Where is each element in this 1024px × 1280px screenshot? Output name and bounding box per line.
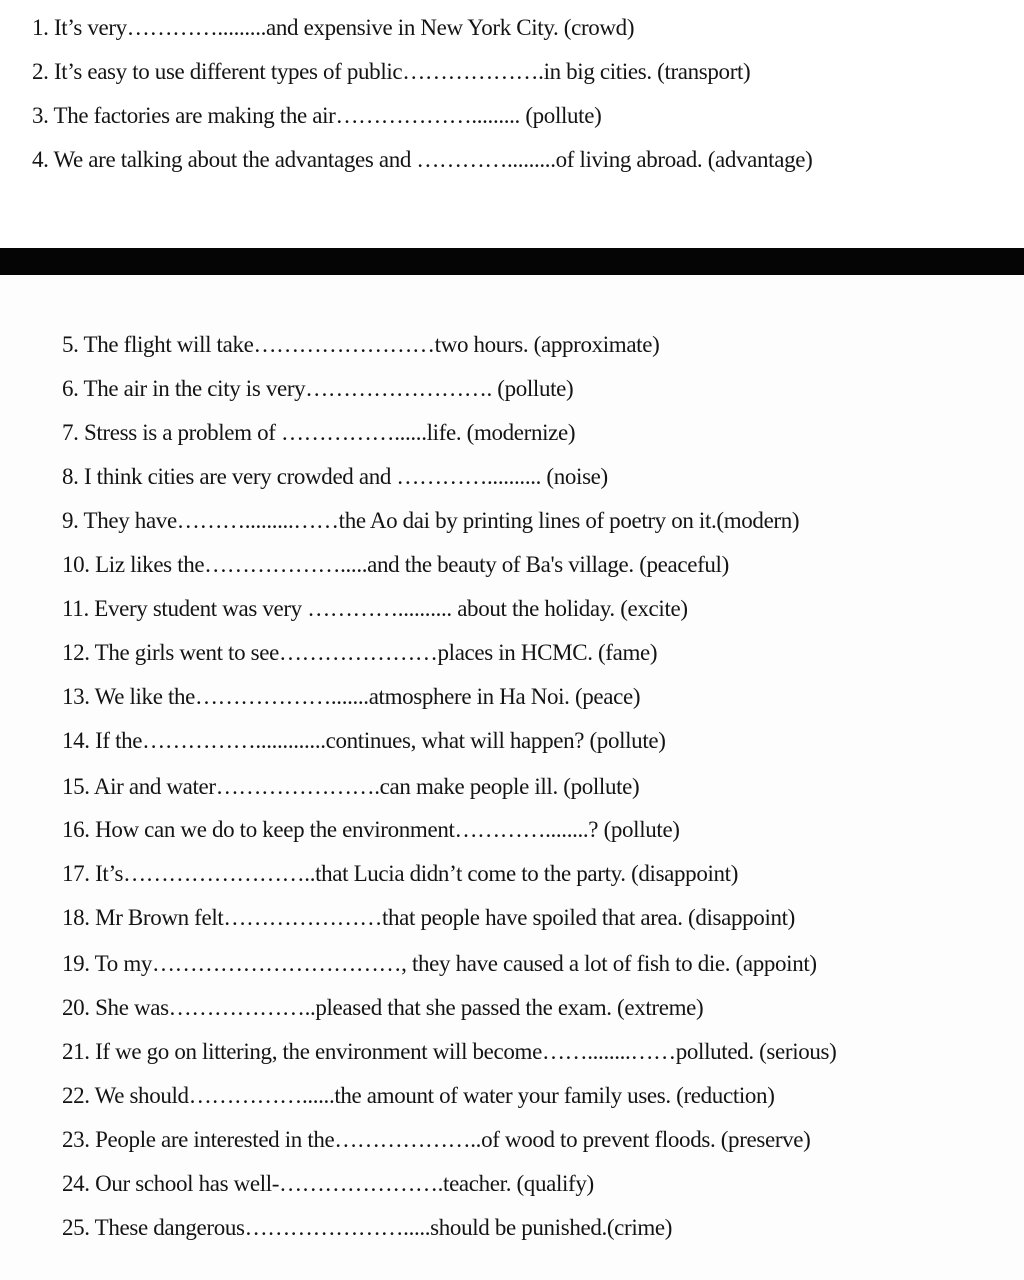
exercise-item-10: 10. Liz likes the……………….....and the beauty of Ba's village. (peaceful) [62,552,729,577]
exercise-item-8: 8. I think cities are very crowded and ………….......... (noise) [62,464,608,489]
exercise-part-1 [0,0,1024,248]
exercise-item-23: 23. People are interested in the………………..of wood to prevent floods. (preserve) [62,1127,811,1152]
exercise-item-20: 20. She was………………..pleased that she passed the exam. (extreme) [62,995,704,1020]
exercise-part-2 [0,275,1024,1280]
exercise-item-3: 3. The factories are making the air………………......... (pollute) [32,103,602,128]
exercise-item-12: 12. The girls went to see…………………places in HCMC. (fame) [62,640,658,665]
exercise-item-7: 7. Stress is a problem of ……………......life. (modernize) [62,420,576,445]
exercise-item-2: 2. It’s easy to use different types of public……………….in big cities. (transport) [32,59,751,84]
exercise-item-16: 16. How can we do to keep the environment…………........? (pollute) [62,817,680,842]
exercise-item-24: 24. Our school has well-………………….teacher. (qualify) [62,1171,594,1196]
black-divider-bar [0,248,1024,275]
exercise-item-14: 14. If the…………….............continues, what will happen? (pollute) [62,728,666,753]
exercise-item-5: 5. The flight will take……………………two hours. (approximate) [62,332,660,357]
exercise-item-9: 9. They have……….........……the Ao dai by printing lines of poetry on it.(modern) [62,508,800,533]
exercise-item-19: 19. To my……………………………, they have caused a lot of fish to die. (appoint) [62,951,817,976]
exercise-item-6: 6. The air in the city is very……………………. (pollute) [62,376,574,401]
exercise-item-18: 18. Mr Brown felt…………………that people have spoiled that area. (disappoint) [62,905,795,930]
exercise-item-15: 15. Air and water………………….can make people ill. (pollute) [62,774,640,799]
exercise-item-21: 21. If we go on littering, the environment will become……........……polluted. (serious) [62,1039,837,1064]
exercise-item-4: 4. We are talking about the advantages and ………….........of living abroad. (advantage) [32,147,813,172]
exercise-item-11: 11. Every student was very ………….......... about the holiday. (excite) [62,596,688,621]
exercise-item-17: 17. It’s……………………..that Lucia didn’t come to the party. (disappoint) [62,861,739,886]
exercise-item-1: 1. It’s very………….........and expensive in New York City. (crowd) [32,15,635,40]
exercise-item-13: 13. We like the……………….......atmosphere in Ha Noi. (peace) [62,684,641,709]
exercise-item-25: 25. These dangerous………………….....should be punished.(crime) [62,1215,673,1240]
exercise-item-22: 22. We should……………......the amount of water your family uses. (reduction) [62,1083,775,1108]
